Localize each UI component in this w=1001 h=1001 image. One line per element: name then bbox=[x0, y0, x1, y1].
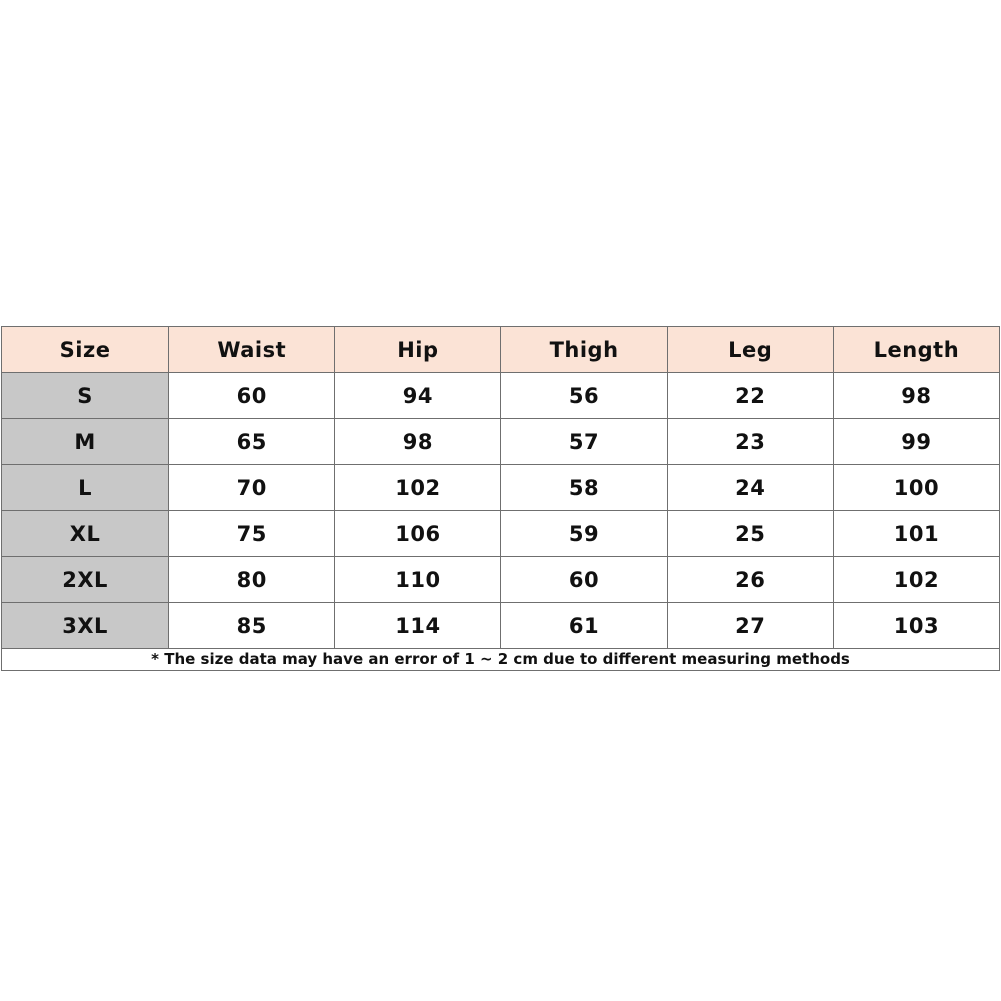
leg-value: 27 bbox=[667, 603, 833, 649]
size-label: M bbox=[2, 419, 169, 465]
hip-value: 102 bbox=[335, 465, 501, 511]
waist-value: 75 bbox=[169, 511, 335, 557]
column-header-leg: Leg bbox=[667, 327, 833, 373]
hip-value: 110 bbox=[335, 557, 501, 603]
size-label: 3XL bbox=[2, 603, 169, 649]
table-row bbox=[2, 465, 1000, 511]
size-table bbox=[1, 326, 1000, 649]
length-value: 102 bbox=[833, 557, 999, 603]
leg-value: 22 bbox=[667, 373, 833, 419]
size-label: XL bbox=[2, 511, 169, 557]
table-row bbox=[2, 511, 1000, 557]
table-header-row bbox=[2, 327, 1000, 373]
length-value: 101 bbox=[833, 511, 999, 557]
hip-value: 98 bbox=[335, 419, 501, 465]
leg-value: 26 bbox=[667, 557, 833, 603]
thigh-value: 59 bbox=[501, 511, 667, 557]
thigh-value: 57 bbox=[501, 419, 667, 465]
length-value: 98 bbox=[833, 373, 999, 419]
size-chart bbox=[1, 326, 1000, 671]
column-header-hip: Hip bbox=[335, 327, 501, 373]
waist-value: 70 bbox=[169, 465, 335, 511]
waist-value: 65 bbox=[169, 419, 335, 465]
waist-value: 80 bbox=[169, 557, 335, 603]
table-row bbox=[2, 557, 1000, 603]
length-value: 99 bbox=[833, 419, 999, 465]
leg-value: 25 bbox=[667, 511, 833, 557]
column-header-size: Size bbox=[2, 327, 169, 373]
hip-value: 94 bbox=[335, 373, 501, 419]
thigh-value: 61 bbox=[501, 603, 667, 649]
waist-value: 60 bbox=[169, 373, 335, 419]
length-value: 100 bbox=[833, 465, 999, 511]
thigh-value: 60 bbox=[501, 557, 667, 603]
hip-value: 114 bbox=[335, 603, 501, 649]
table-row bbox=[2, 373, 1000, 419]
size-label: 2XL bbox=[2, 557, 169, 603]
hip-value: 106 bbox=[335, 511, 501, 557]
table-row bbox=[2, 419, 1000, 465]
column-header-waist: Waist bbox=[169, 327, 335, 373]
column-header-length: Length bbox=[833, 327, 999, 373]
thigh-value: 56 bbox=[501, 373, 667, 419]
table-row bbox=[2, 603, 1000, 649]
length-value: 103 bbox=[833, 603, 999, 649]
size-label: S bbox=[2, 373, 169, 419]
thigh-value: 58 bbox=[501, 465, 667, 511]
leg-value: 23 bbox=[667, 419, 833, 465]
leg-value: 24 bbox=[667, 465, 833, 511]
column-header-thigh: Thigh bbox=[501, 327, 667, 373]
measurement-note: * The size data may have an error of 1 ~ 2 cm due to different measuring methods bbox=[1, 649, 1000, 671]
waist-value: 85 bbox=[169, 603, 335, 649]
size-label: L bbox=[2, 465, 169, 511]
